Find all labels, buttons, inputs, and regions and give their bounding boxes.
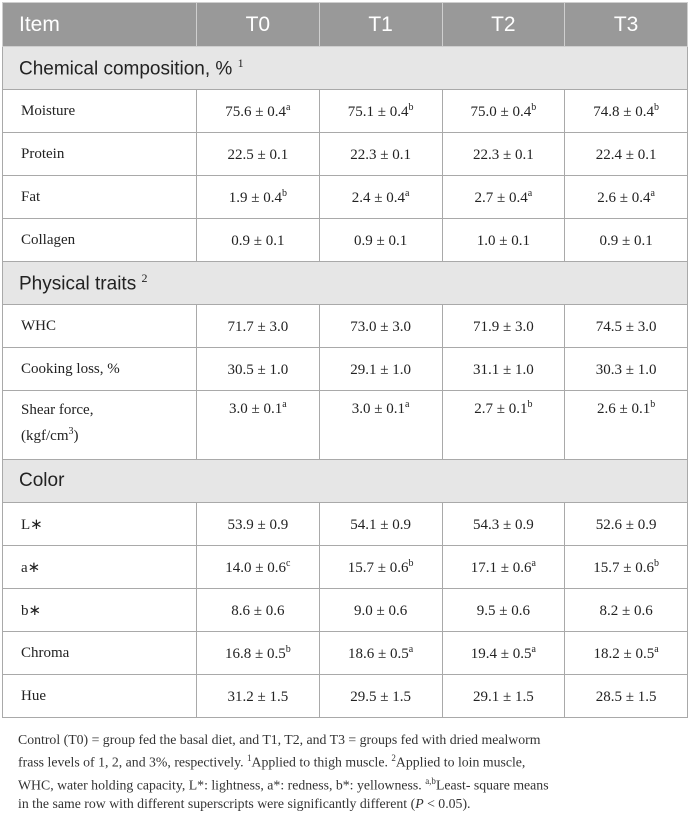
cell-t3: 28.5 ± 1.5 [565,675,688,718]
footnote-line: in the same row with different superscripts were significantly different (P < 0.05). [18,796,471,812]
cell-t1: 29.5 ± 1.5 [319,675,442,718]
cell-t3: 8.2 ± 0.6 [565,589,688,632]
cell-t3: 22.4 ± 0.1 [565,133,688,176]
cell-t0: 16.8 ± 0.5$^b$ [197,632,320,675]
cell-t0: 31.2 ± 1.5 [197,675,320,718]
header-item: Item [3,3,197,47]
cell-t2: 54.3 ± 0.9 [442,503,565,546]
row-label: Shear force, $(kgf/cm^3)$ [3,391,197,460]
row-label: Chroma [3,632,197,675]
cell-t1: 75.1 ± 0.4$^b$ [319,90,442,133]
cell-t2: 2.7 ± 0.1$^b$ [442,391,565,460]
cell-t0: 22.5 ± 0.1 [197,133,320,176]
cell-t2: 31.1 ± 1.0 [442,348,565,391]
row-label: L∗ [3,503,197,546]
cell-t2: 75.0 ± 0.4$^b$ [442,90,565,133]
cell-t2: 19.4 ± 0.5$^a$ [442,632,565,675]
cell-t0: 30.5 ± 1.0 [197,348,320,391]
table-row [3,675,688,718]
cell-t2: 1.0 ± 0.1 [442,219,565,262]
results-table [2,2,688,718]
table-row [3,90,688,133]
table-row [3,348,688,391]
row-label: Hue [3,675,197,718]
cell-t3: 15.7 ± 0.6$^b$ [565,546,688,589]
cell-t1: 0.9 ± 0.1 [319,219,442,262]
table-row [3,632,688,675]
footnote-mark: 2 [141,270,148,285]
cell-t2: 29.1 ± 1.5 [442,675,565,718]
section-color [3,460,688,503]
cell-t0: 1.9 ± 0.4$^b$ [197,176,320,219]
header-t2: T2 [442,3,565,47]
section-title-text: Physical traits [19,273,137,295]
cell-t3: 74.5 ± 3.0 [565,305,688,348]
header-t1: T1 [319,3,442,47]
cell-t2: 2.7 ± 0.4$^a$ [442,176,565,219]
section-physical-traits [3,262,688,305]
cell-t1: 2.4 ± 0.4$^a$ [319,176,442,219]
cell-t1: 29.1 ± 1.0 [319,348,442,391]
cell-t2: 9.5 ± 0.6 [442,589,565,632]
section-title [3,262,688,305]
cell-t1: 9.0 ± 0.6 [319,589,442,632]
cell-t1: 18.6 ± 0.5$^a$ [319,632,442,675]
cell-t1: 22.3 ± 0.1 [319,133,442,176]
row-label: Collagen [3,219,197,262]
table-row [3,503,688,546]
row-label: Cooking loss, % [3,348,197,391]
cell-t3: 74.8 ± 0.4$^b$ [565,90,688,133]
table-row [3,589,688,632]
cell-t1: 15.7 ± 0.6$^b$ [319,546,442,589]
cell-t0: 75.6 ± 0.4$^a$ [197,90,320,133]
cell-t3: 30.3 ± 1.0 [565,348,688,391]
row-label: Fat [3,176,197,219]
footnote-line: Control (T0) = group fed the basal diet, and T1, T2, and T3 = groups fed with dried mealworm [18,732,541,747]
table-row [3,305,688,348]
cell-t2: 17.1 ± 0.6$^a$ [442,546,565,589]
cell-t1: 3.0 ± 0.1$^a$ [319,391,442,460]
cell-t1: 73.0 ± 3.0 [319,305,442,348]
cell-t3: 52.6 ± 0.9 [565,503,688,546]
section-title [3,460,688,503]
cell-t0: 71.7 ± 3.0 [197,305,320,348]
cell-t3: 0.9 ± 0.1 [565,219,688,262]
row-label: Protein [3,133,197,176]
cell-t2: 22.3 ± 0.1 [442,133,565,176]
cell-t0: 14.0 ± 0.6$^c$ [197,546,320,589]
footnote-mark: 1 [237,55,244,70]
row-label: WHC [3,305,197,348]
table-footnote [18,730,678,813]
table-header-row [3,3,688,47]
cell-t0: 8.6 ± 0.6 [197,589,320,632]
cell-t2: 71.9 ± 3.0 [442,305,565,348]
footnote-line: frass levels of 1, 2, and 3%, respectively. $^1$Applied to thigh muscle. $^2$Applied to loin muscle, [18,753,526,770]
table-row [3,546,688,589]
section-title [3,47,688,90]
table-row [3,176,688,219]
cell-t0: 0.9 ± 0.1 [197,219,320,262]
section-chemical-composition [3,47,688,90]
section-title-text: Chemical composition, % [19,58,233,80]
table-row [3,133,688,176]
cell-t0: 53.9 ± 0.9 [197,503,320,546]
header-t0: T0 [197,3,320,47]
section-title-text: Color [19,470,65,491]
table-row [3,219,688,262]
cell-t0: 3.0 ± 0.1$^a$ [197,391,320,460]
footnote-line: WHC, water holding capacity, L*: lightness, a*: redness, b*: yellowness. $^{a,b}$Least- square means [18,775,549,793]
cell-t3: 18.2 ± 0.5$^a$ [565,632,688,675]
row-label: b∗ [3,589,197,632]
cell-t3: 2.6 ± 0.1$^b$ [565,391,688,460]
cell-t3: 2.6 ± 0.4$^a$ [565,176,688,219]
header-t3: T3 [565,3,688,47]
table-row [3,391,688,460]
row-label: Moisture [3,90,197,133]
row-label: a∗ [3,546,197,589]
cell-t1: 54.1 ± 0.9 [319,503,442,546]
